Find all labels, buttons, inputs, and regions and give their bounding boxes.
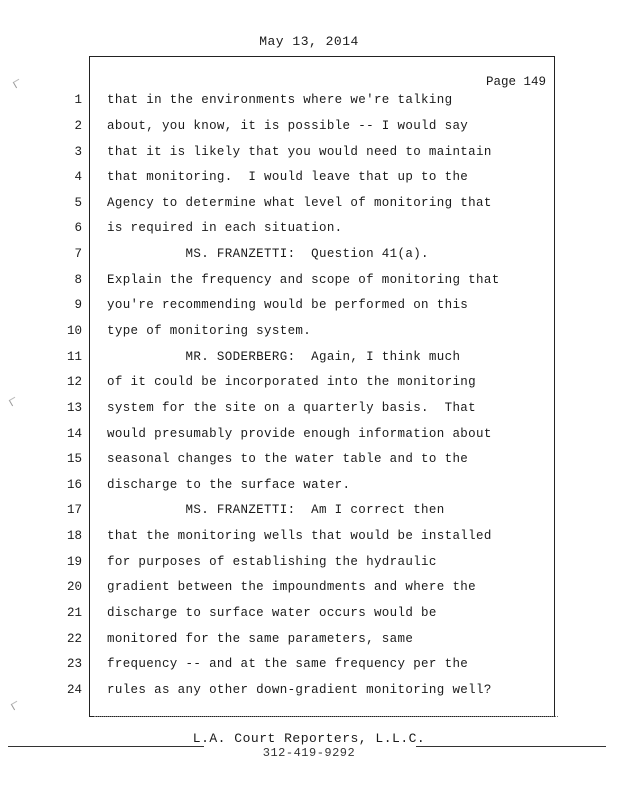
line-text: MS. FRANZETTI: Am I correct then: [107, 503, 445, 517]
line-text: would presumably provide enough information about: [107, 427, 492, 441]
line-text: that monitoring. I would leave that up to the: [107, 170, 469, 184]
line-number: 18: [66, 529, 82, 543]
line-text: seasonal changes to the water table and to the: [107, 452, 469, 466]
line-text: MR. SODERBERG: Again, I think much: [107, 350, 461, 364]
page-number: Page 149: [485, 75, 546, 89]
line-number: 24: [66, 683, 82, 697]
line-text: rules as any other down-gradient monitoring well?: [107, 683, 492, 697]
line-number: 9: [74, 298, 82, 312]
line-number: 20: [66, 580, 82, 594]
transcript-date: May 13, 2014: [259, 34, 359, 49]
court-reporter-name: L.A. Court Reporters, L.L.C.: [192, 731, 426, 746]
line-number: 21: [66, 606, 82, 620]
line-text: that in the environments where we're talking: [107, 93, 453, 107]
line-text: gradient between the impoundments and where the: [107, 580, 477, 594]
line-text: Explain the frequency and scope of monitoring that: [107, 273, 500, 287]
line-number: 15: [66, 452, 82, 466]
line-text: you're recommending would be performed on this: [107, 298, 469, 312]
scan-speck-icon: [13, 79, 23, 89]
line-number: 11: [66, 350, 82, 364]
line-text: discharge to surface water occurs would be: [107, 606, 437, 620]
line-text: Agency to determine what level of monitoring that: [107, 196, 492, 210]
line-number: 1: [74, 93, 82, 107]
line-number: 13: [66, 401, 82, 415]
line-text: monitored for the same parameters, same: [107, 632, 414, 646]
line-text: of it could be incorporated into the monitoring: [107, 375, 477, 389]
line-number: 8: [74, 273, 82, 287]
line-number: 10: [66, 324, 82, 338]
line-number: 4: [74, 170, 82, 184]
line-number: 16: [66, 478, 82, 492]
line-text: that the monitoring wells that would be installed: [107, 529, 492, 543]
line-number: 3: [74, 145, 82, 159]
line-number: 22: [66, 632, 82, 646]
line-text: system for the site on a quarterly basis. That: [107, 401, 477, 415]
line-text: is required in each situation.: [107, 221, 343, 235]
scan-speck-icon: [11, 701, 21, 711]
line-number: 5: [74, 196, 82, 210]
line-text: type of monitoring system.: [107, 324, 312, 338]
scan-speck-icon: [9, 397, 19, 407]
line-number: 17: [66, 503, 82, 517]
line-number: 2: [74, 119, 82, 133]
line-number: 12: [66, 375, 82, 389]
line-text: about, you know, it is possible -- I would say: [107, 119, 469, 133]
line-text: for purposes of establishing the hydraulic: [107, 555, 437, 569]
court-reporter-phone: 312-419-9292: [262, 746, 356, 760]
line-text: MS. FRANZETTI: Question 41(a).: [107, 247, 429, 261]
page-frame-shadow: [94, 716, 558, 720]
line-number: 6: [74, 221, 82, 235]
line-number: 7: [74, 247, 82, 261]
line-text: discharge to the surface water.: [107, 478, 351, 492]
line-number: 23: [66, 657, 82, 671]
line-text: that it is likely that you would need to maintain: [107, 145, 492, 159]
line-text: frequency -- and at the same frequency per the: [107, 657, 469, 671]
line-number: 14: [66, 427, 82, 441]
line-number: 19: [66, 555, 82, 569]
